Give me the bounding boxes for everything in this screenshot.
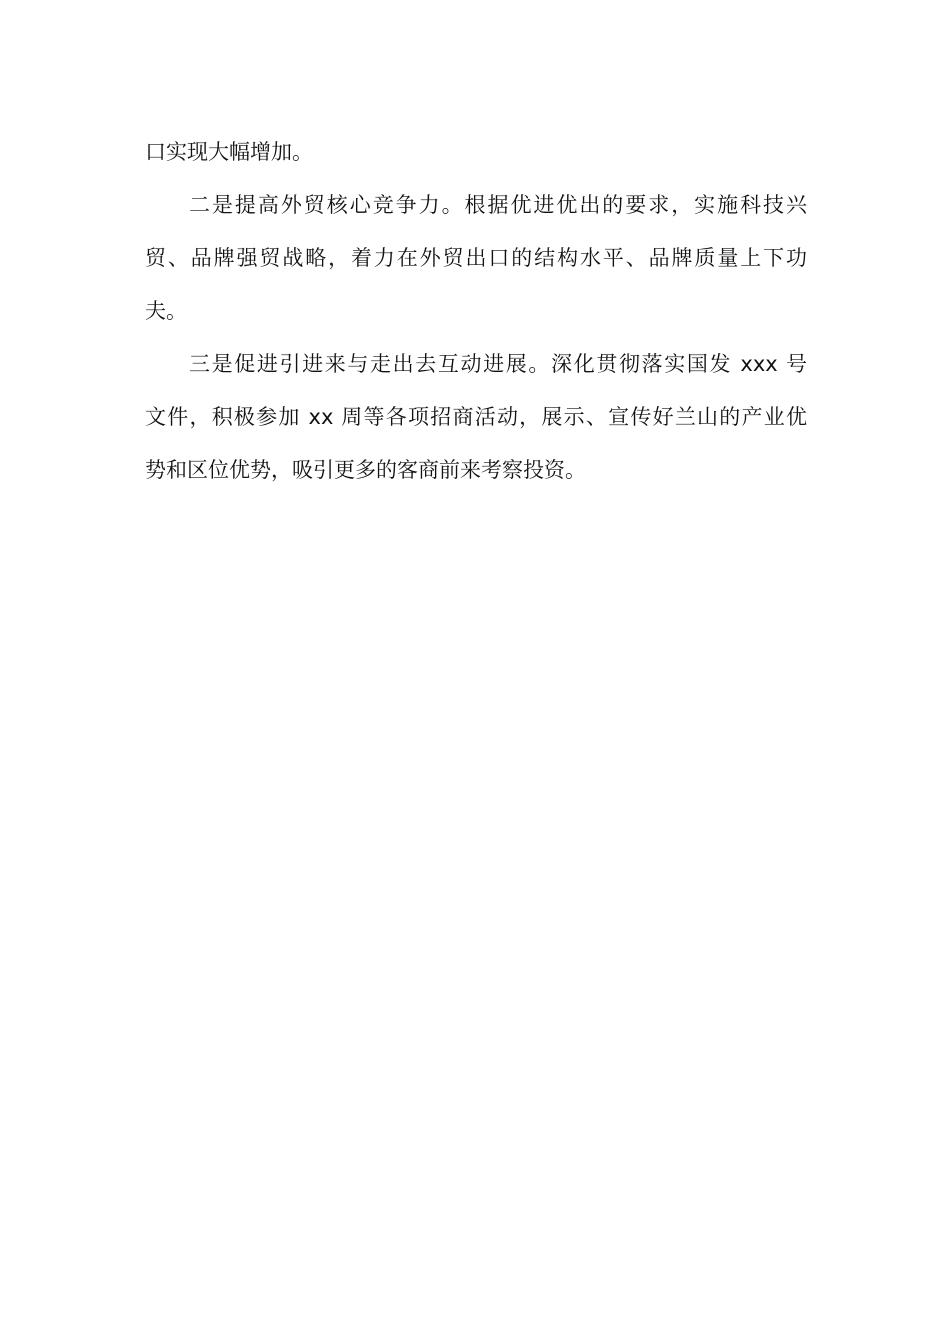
paragraph-2-line-3: 夫。 [145, 299, 187, 323]
paragraph-2-line-2: 贸、品牌强贸战略，着力在外贸出口的结构水平、品牌质量上下功 [145, 246, 807, 270]
paragraph-2 [145, 183, 807, 342]
paragraph-2-line-1: 二是提高外贸核心竞争力。根据优进优出的要求，实施科技兴 [189, 193, 807, 217]
paragraph-1-line-1: 口实现大幅增加。 [145, 140, 313, 164]
paragraph-1 [145, 130, 807, 183]
paragraph-3-line-1: 三是促进引进来与走出去互动进展。深化贯彻落实国发 xxx 号 [189, 352, 807, 376]
paragraph-3 [145, 342, 807, 501]
paragraph-3-line-2: 文件，积极参加 xx 周等各项招商活动，展示、宣传好兰山的产业优 [145, 405, 807, 429]
document-body [145, 130, 807, 501]
paragraph-3-line-3: 势和区位优势，吸引更多的客商前来考察投资。 [145, 458, 586, 482]
